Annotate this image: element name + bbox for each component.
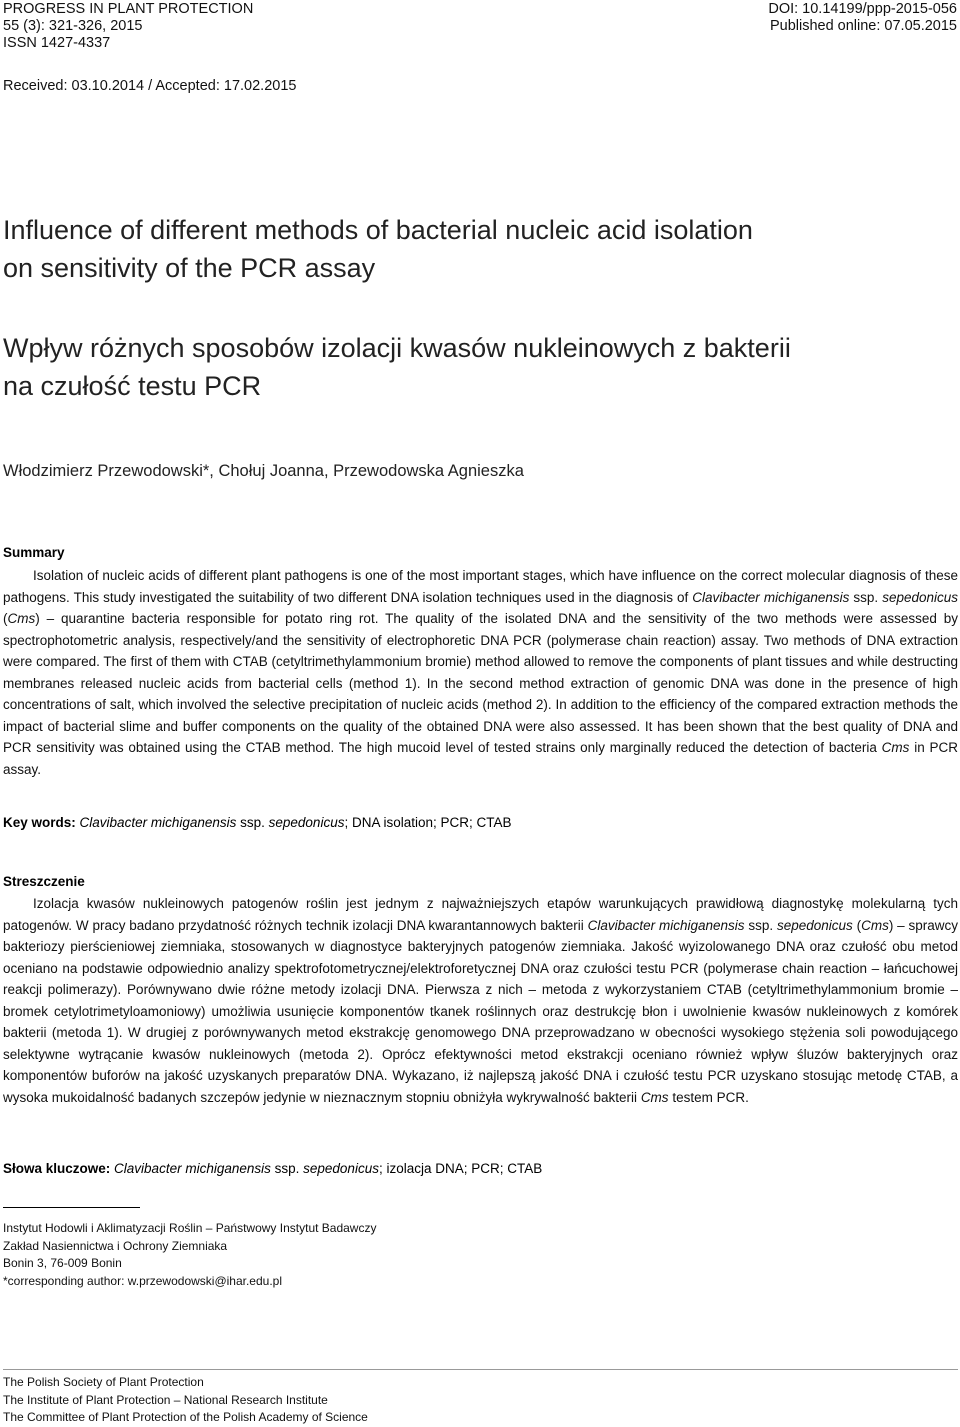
title-pl-line-2: na czułość testu PCR (3, 371, 262, 401)
authors: Włodzimierz Przewodowski*, Chołuj Joanna, Przewodowska Agnieszka (3, 462, 524, 480)
streszczenie-text-2: ssp. (744, 917, 777, 933)
affiliation-line-1: Instytut Hodowli i Aklimatyzacji Roślin – Państwowy Instytut Badawczy (3, 1221, 377, 1235)
streszczenie-species-2: sepedonicus (776, 917, 853, 933)
streszczenie-text-4: ) – sprawcy bakteriozy pierścieniowej ziemniaka, stosowanych w diagnostyce bakteryjnych patogenów ziemniaka. Jakość wyizolowanego DNA oraz czułość obu metod oceniano na podstawie odpowiednio analizy spektrofotometrycznej/elektroforetycznej DNA oraz czułości testu PCR (polymerase chain reaction – łańcuchowej reakcji polimerazy). Porównywano dwie różne metody izolacji DNA. Pierwsza z nich – metoda z wykorzystaniem CTAB (cetyltrimethylammonium bromie – bromek cetylotrimetyloamoniowy) umożliwia usunięcie komponentów tkanek roślinnych oraz destrukcję błon i uwolnienie kwasów nukleinowych z komórek bakterii (metoda 1). W drugiej z porównywanych metod ekstrakcję genomowego DNA przeprowadzano w obecności wysokiego stężenia soli powodującego selektywne wytrącanie kwasów nukleinowych (metoda 2). Oprócz efektywności metod ekstrakcji oceniano również wpływ śluzów bakteryjnych oraz komponentów buforów na jakość uzyskanych preparatów DNA. Wykazano, iż najlepszą jakość DNA i czułość testu PCR uzyskano stosując metodę CTAB, a wysoka mukoidalność badanych szczepów jedynie w nieznacznym stopniu obniżyła wykrywalność bakterii (3, 917, 959, 1105)
publisher-line-1: The Polish Society of Plant Protection (3, 1375, 204, 1389)
journal-volume: 55 (3): 321-326, 2015 (3, 18, 143, 34)
keywords-pl-text-2: ; izolacja DNA; PCR; CTAB (378, 1161, 543, 1176)
streszczenie-text-1: Izolacja kwasów nukleinowych patogenów roślin jest jednym z najważniejszych etapów warunkujących prawidłową diagnostykę molekularną tych patogenów. W pracy badano przydatność różnych technik izolacji DNA kwarantannowych bakterii (3, 896, 958, 933)
publishers (3, 1374, 368, 1427)
doi-block (768, 1, 957, 35)
summary-text-4: ) – quarantine bacteria responsible for potato ring rot. The quality of the isolated DNA and the sensitivity of the two methods were assessed by spectrophotometric analysis, respectively/and the sensitivity of electrophoretic DNA PCR (polymerase chain reaction) assay. Two methods of DNA extraction were compared. The first of them with CTAB (cetyltrimethylammonium bromie) method allowed to remove the components of plant tissues and while destructing membranes released nucleic acids from bacterial cells (method 1). In the second method extraction of genomic DNA was done in the presence of high concentrations of salt, which involved the selective precipitation of nucleic acids (method 2). In addition to the efficiency of the compared extraction methods the impact of bacterial slime and buffer components on the quality of the obtained DNA were also assessed. It has been shown that the best quality of DNA and PCR sensitivity was obtained using the CTAB method. The high mucoid level of tested strains only marginally reduced the detection of bacteria (3, 611, 958, 755)
affiliation-line-3: Bonin 3, 76-009 Bonin (3, 1256, 122, 1270)
keywords-pl (3, 1161, 542, 1176)
keywords-en-species-2: sepedonicus (268, 815, 345, 830)
title-en (3, 211, 753, 287)
keywords-en-species-1: Clavibacter michiganensis (79, 815, 237, 830)
streszczenie-abbrev-2: Cms (640, 1089, 669, 1105)
keywords-pl-text-1: ssp. (270, 1161, 304, 1176)
summary-text-1: Isolation of nucleic acids of different plant pathogens is one of the most important stages, which have influence on the correct molecular diagnosis of these pathogens. This study investigated the suitability of two different DNA isolation techniques used in the diagnosis of (3, 568, 958, 605)
journal-name: PROGRESS IN PLANT PROTECTION (3, 1, 254, 17)
keywords-en-label: Key words: (3, 815, 76, 830)
title-en-line-2: on sensitivity of the PCR assay (3, 253, 376, 283)
title-pl-line-1: Wpływ różnych sposobów izolacji kwasów nukleinowych z bakterii (3, 333, 791, 363)
keywords-en-text-2: ; DNA isolation; PCR; CTAB (344, 815, 512, 830)
streszczenie-abbrev-1: Cms (861, 917, 889, 933)
doi: DOI: 10.14199/ppp-2015-056 (768, 1, 957, 17)
affiliation (3, 1220, 376, 1290)
corresponding-author: *corresponding author: w.przewodowski@ihar.edu.pl (3, 1273, 283, 1288)
title-en-line-1: Influence of different methods of bacterial nucleic acid isolation (3, 215, 753, 245)
footnote-rule (3, 1207, 140, 1208)
footer-divider (3, 1369, 958, 1370)
summary-text-3: ( (3, 611, 8, 626)
streszczenie-text (3, 893, 958, 1108)
keywords-pl-species-1: Clavibacter michiganensis (114, 1161, 271, 1176)
title-pl (3, 329, 791, 405)
publisher-line-3: The Committee of Plant Protection of the Polish Academy of Science (3, 1410, 368, 1424)
streszczenie-text-5: testem PCR. (668, 1089, 749, 1105)
journal-header (3, 1, 253, 52)
summary-species-1: Clavibacter michiganensis (692, 589, 850, 605)
keywords-en (3, 815, 512, 830)
published-date: Published online: 07.05.2015 (769, 18, 957, 34)
summary-abbrev-2: Cms (881, 740, 910, 755)
keywords-en-text-1: ssp. (236, 815, 269, 830)
affiliation-line-2: Zakład Nasiennictwa i Ochrony Ziemniaka (3, 1238, 228, 1253)
summary-heading: Summary (3, 545, 65, 560)
summary-species-2: sepedonicus (882, 589, 958, 605)
keywords-pl-species-2: sepedonicus (303, 1161, 379, 1176)
summary-text-5: in PCR assay. (3, 740, 959, 777)
streszczenie-heading: Streszczenie (3, 874, 85, 889)
streszczenie-text-3: ( (852, 917, 862, 933)
received-date: Received: 03.10.2014 / Accepted: 17.02.2015 (3, 78, 297, 94)
summary-abbrev-1: Cms (7, 611, 36, 626)
summary-text (3, 565, 958, 780)
summary-text-2: ssp. (849, 589, 883, 605)
journal-issn: ISSN 1427-4337 (3, 35, 111, 51)
keywords-pl-label: Słowa kluczowe: (3, 1161, 111, 1176)
publisher-line-2: The Institute of Plant Protection – National Research Institute (3, 1392, 328, 1407)
streszczenie-species-1: Clavibacter michiganensis (587, 917, 745, 933)
